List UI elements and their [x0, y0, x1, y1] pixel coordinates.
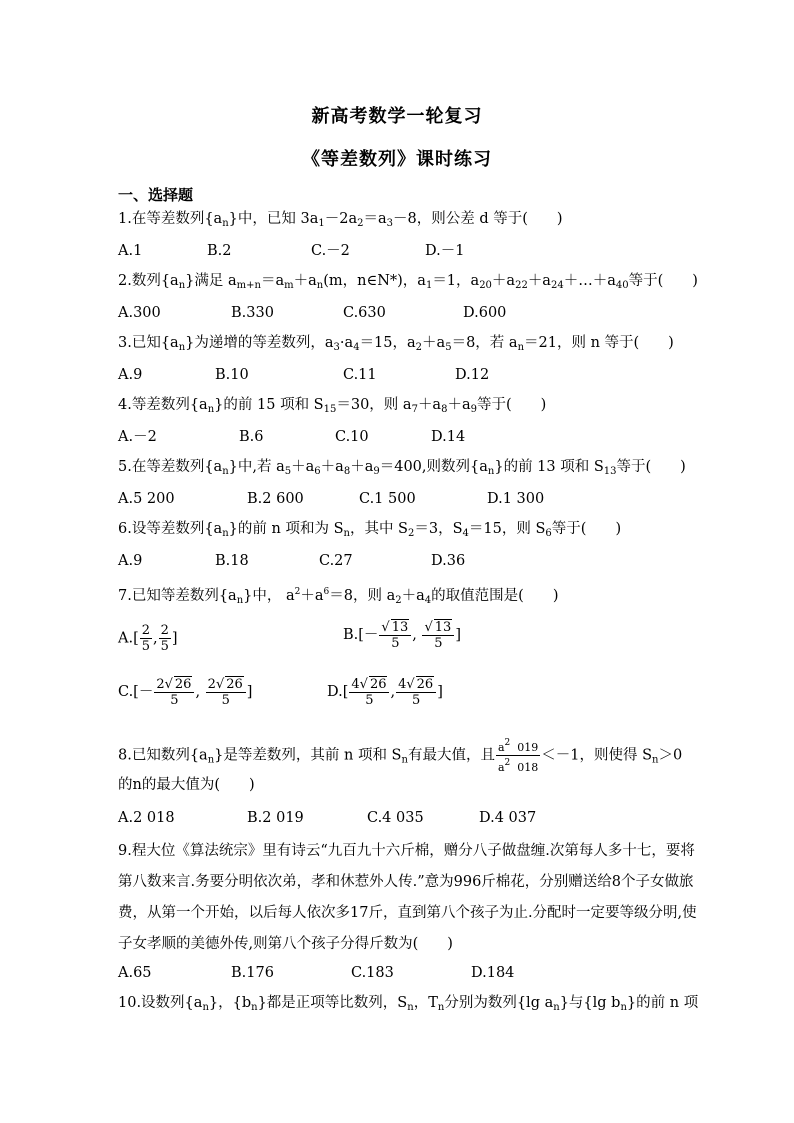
- q2-option-b: B.330: [231, 305, 274, 321]
- question-10: 10.设数列$\{a_n\}$，$\{b_n\}$都是正项等比数列，$S_n$，$T_n$分别为数列{lg $a_n$}与{lg $b_n$}的前 n 项: [118, 995, 699, 1013]
- q8-option-c: C.4 035: [367, 810, 424, 826]
- question-4: 4.等差数列$\{a_n\}$的前 15 项和 $S_{15}=30$，则 $a_7+a_8+a_9$等于( ): [118, 397, 547, 415]
- question-8-cont: 的n的最大值为( ): [118, 777, 255, 793]
- q9-option-d: D.184: [471, 965, 515, 981]
- q5-option-d: D.1 300: [487, 491, 545, 507]
- q7-option-d: D.[ $\frac{4√ 26}{5}$ , $\frac{4√ 26}{5}$ ]: [327, 677, 443, 708]
- q8-option-d: D.4 037: [479, 810, 537, 826]
- q1-option-d: D.－1: [425, 243, 465, 259]
- q4-option-d: D.14: [431, 429, 466, 445]
- q8-option-b: B.2 019: [247, 810, 304, 826]
- q6-option-a: A.9: [118, 553, 143, 569]
- question-6: 6.设等差数列$\{a_n\}$的前 n 项和为 $S_n$，其中 $S_2=3$，$S_4=15$，则 $S_6$等于( ): [118, 521, 622, 539]
- q9-option-c: C.183: [351, 965, 394, 981]
- q3-option-c: C.11: [343, 367, 377, 383]
- q7-option-a: A.[ $\frac{2}{5}$ , $\frac{2}{5}$ ]: [118, 623, 178, 654]
- q1-option-a: A.1: [118, 243, 143, 259]
- q5-option-a: A.5 200: [118, 491, 175, 507]
- question-8: 8.已知数列$\{a_n\}$是等差数列，其前 n 项和 $S_n$有最大值，且 $\frac{a^2 019}{a^2 018}$ ＜－1，则使得 $S_n>0$: [118, 738, 683, 774]
- q1-option-b: B.2: [207, 243, 232, 259]
- q7-option-b: B.[－ $\frac{√ 13}{5}$ , $\frac{√ 13}{5}$ ]: [343, 620, 461, 651]
- q9-option-b: B.176: [231, 965, 274, 981]
- q3-option-d: D.12: [455, 367, 490, 383]
- question-7: 7.已知等差数列$\{a_n\}$中， $a^2+a^6=8$，则 $a_2+a_4$的取值范围是( ): [118, 587, 559, 606]
- q5-option-c: C.1 500: [359, 491, 416, 507]
- q6-option-b: B.18: [215, 553, 249, 569]
- q3-option-a: A.9: [118, 367, 143, 383]
- q4-option-c: C.10: [335, 429, 369, 445]
- question-2: 2.数列$\{a_n\}$满足 $a_{m+n}=a_m+a_n(m$，n∈N*)，$a_1=1$，$a_{20}+a_{22}+a_{24}+\dots+a_{40}$等于( ): [118, 273, 698, 291]
- question-3: 3.已知$\{a_n\}$为递增的等差数列，$a_3\cdot a_4=15$，$a_2+a_5=8$，若 $a_n=21$，则 n 等于( ): [118, 335, 674, 353]
- q2-option-c: C.630: [343, 305, 386, 321]
- q4-option-b: B.6: [239, 429, 264, 445]
- q4-option-a: A.－2: [118, 429, 157, 445]
- q8-option-a: A.2 018: [118, 810, 175, 826]
- q7-option-c: C.[－ $\frac{2√ 26}{5}$ , $\frac{2√ 26}{5}$ ]: [118, 677, 253, 708]
- q3-option-b: B.10: [215, 367, 249, 383]
- q9-option-a: A.65: [118, 965, 152, 981]
- q6-option-d: D.36: [431, 553, 466, 569]
- q6-option-c: C.27: [319, 553, 353, 569]
- q5-option-b: B.2 600: [247, 491, 304, 507]
- section-heading: 一、选择题: [118, 186, 194, 204]
- q2-option-a: A.300: [118, 305, 161, 321]
- q1-option-c: C.－2: [311, 243, 350, 259]
- question-9: 9.程大位《算法统宗》里有诗云“九百九十六斤棉，赠分八子做盘缠.次第每人多十七，要将第八数来言.务要分明依次弟，孝和休惹外人传.”意为996斤棉花，分别赠送给8个子女做旅费，从第一个开始，以后每人依次多17斤，直到第八个孩子为止.分配时一定要等级分明,使子女孝顺的美德外传,则第八个孩子分得斤数为( ): [118, 843, 697, 952]
- q2-option-d: D.600: [463, 305, 507, 321]
- question-5: 5.在等差数列$\{a_n\}$中,若 $a_5+a_6+a_8+a_9=400$,则数列$\{a_n\}$的前 13 项和 $S_{13}$等于( ): [118, 459, 686, 477]
- question-1: 1.在等差数列$\{a_n\}$中，已知 $3a_1-2a_2=a_3-8$，则公差 d 等于( ): [118, 211, 563, 229]
- document-title: 新高考数学一轮复习: [311, 106, 483, 127]
- document-subtitle: 《等差数列》课时练习: [302, 149, 492, 170]
